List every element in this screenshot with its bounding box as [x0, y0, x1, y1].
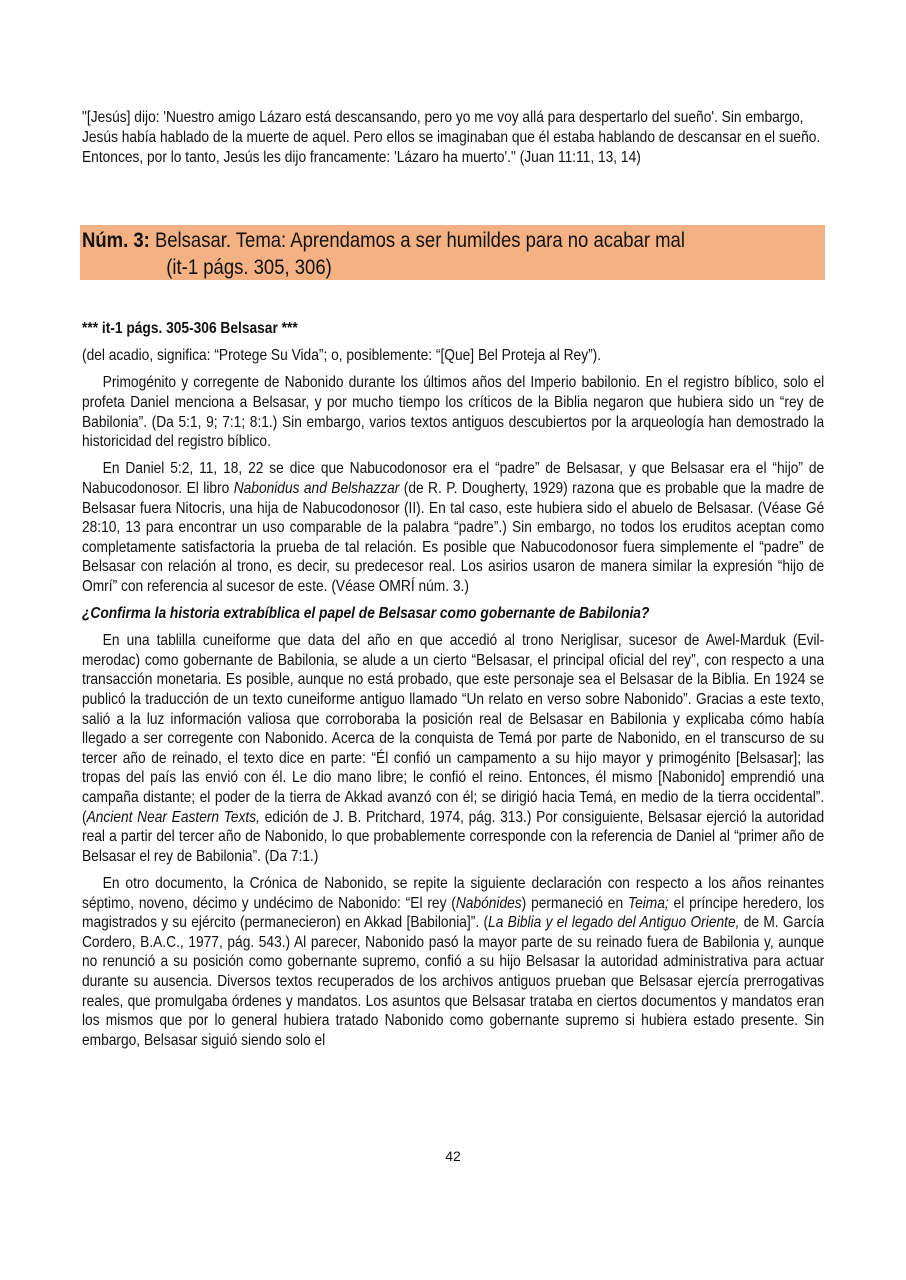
paragraph-text: el príncipe heredero, los magistrados y su ejército (permanecieron) en Akkad [Babilonia]”. (: [82, 894, 825, 932]
italic-citation: Teima;: [627, 894, 669, 912]
paragraph-group-2: [82, 631, 824, 1050]
italic-citation: Nabónides: [455, 894, 522, 912]
heading-line-1: [82, 227, 822, 254]
paragraph-text: Primogénito y corregente de Nabonido durante los últimos años del Imperio babilonio. En el registro bíblico, solo el profeta Daniel menciona a Belsasar, y por mucho tiempo los críticos de la Biblia negaron que hubiera sido un “rey de Babilonia”. (Da 5:1, 9; 7:1; 8:1.) Sin embargo, varios textos antiguos descubiertos por la arqueología han demostrado la historicidad del registro bíblico.: [82, 374, 825, 451]
heading-label: Núm. 3:: [82, 228, 150, 252]
paragraph-text: En otro documento, la Crónica de Nabonido, se repite la siguiente declaración con respecto a los años reinantes séptimo, noveno, décimo y undécimo de Nabonido: “El rey (: [82, 875, 825, 912]
paragraph: [82, 373, 824, 451]
page-number: 42: [445, 1148, 461, 1164]
paragraph-group-1: [82, 373, 824, 596]
etymology: (del acadio, significa: “Protege Su Vida”; o, posiblemente: “[Que] Bel Proteja al Rey”).: [82, 347, 602, 365]
paragraph-text: (de R. P. Dougherty, 1929) razona que es probable que la madre de Belsasar fuera Nitocris, una hija de Nabucodonosor (II). En tal caso, este hubiera sido el abuelo de Belsasar. (Véase Gé 28:10, 13 para encontrar un uso comparable de la palabra “padre”.) Sin embargo, no todos los eruditos aceptan como completamente satisfactoria la prueba de tal relación. Es posible que Nabucodonosor fuera simplemente el “padre” de Belsasar con relación al trono, es decir, su predecesor real. Los asirios usaron de manera similar la expresión “hijo de Omrí” con referencia al sucesor de este. (Véase OMRÍ núm. 3.): [82, 479, 825, 595]
paragraph-text: ) permaneció en: [521, 894, 628, 912]
paragraph-text: En Daniel 5:2, 11, 18, 22 se dice que Nabucodonosor era el “padre” de Belsasar, y que Belsasar era el “hijo” de Nabucodonosor. El libro: [82, 460, 825, 497]
heading-title: Belsasar. Tema: Aprendamos a ser humildes para no acabar mal: [149, 228, 685, 252]
scripture-quote: "[Jesús] dijo: 'Nuestro amigo Lázaro está descansando, pero yo me voy allá para despertarlo del sueño'. Sin embargo, Jesús había hablado de la muerte de aquel. Pero ellos se imaginaban que él estaba hablando de descansar en el sueño. Entonces, por lo tanto, Jesús les dijo francamente: 'Lázaro ha muerto'." (Juan 11:11, 13, 14): [82, 109, 821, 166]
paragraph: [82, 459, 824, 596]
italic-citation: Ancient Near Eastern Texts,: [86, 808, 260, 826]
italic-citation: Nabonidus and Belshazzar: [233, 479, 400, 497]
paragraph-text: de M. García Cordero, B.A.C., 1977, pág. 543.) Al parecer, Nabonido pasó la mayor parte de su reinado fuera de Babilonia y, aunque no renunció a su posición como gobernante supremo, confió a su hijo Belsasar la autoridad administrativa para actuar durante su ausencia. Diversos textos recuperados de los archivos antiguos prueban que Belsasar ejercía prerrogativas reales, que promulgaba órdenes y mandatos. Los asuntos que Belsasar trataba en ciertos documentos y mandatos eran los mismos que por lo general hubiera tratado Nabonido como gobernante supremo si hubiera estado presente. Sin embargo, Belsasar siguió siendo solo el: [82, 914, 825, 1049]
paragraph: [82, 631, 824, 866]
italic-citation: La Biblia y el legado del Antiguo Oriente,: [488, 914, 740, 932]
section-heading-box: [80, 225, 825, 280]
heading-reference: (it-1 págs. 305, 306): [166, 255, 332, 279]
subheading-question: ¿Confirma la historia extrabíblica el papel de Belsasar como gobernante de Babilonia?: [82, 605, 650, 623]
paragraph: [82, 874, 824, 1050]
article-source-title: *** it-1 págs. 305-306 Belsasar ***: [82, 320, 298, 337]
paragraph-text: edición de J. B. Pritchard, 1974, pág. 313.) Por consiguiente, Belsasar ejerció la autoridad real a partir del tercer año de Nabonido, lo que probablemente corresponde con la referencia de Daniel al “primer año de Belsasar el rey de Babilonia”. (Da 7:1.): [82, 808, 825, 865]
article-body: [82, 319, 824, 1058]
paragraph-text: En una tablilla cuneiforme que data del año en que accedió al trono Neriglisar, sucesor de Awel-Marduk (Evil-merodac) como gobernante de Babilonia, se alude a un cierto “Belsasar, el principal oficial del rey”, con respecto a una transacción monetaria. Es posible, aunque no está probado, que este personaje sea el Belsasar de la Biblia. En 1924 se publicó la traducción de un texto cuneiforme antiguo llamado “Un relato en verso sobre Nabonido”. Gracias a este texto, salió a la luz información valiosa que corroboraba la posición real de Belsasar en Babilonia y explicaba cómo había llegado a ser corregente con Nabonido. Acerca de la conquista de Temá por parte de Nabonido, en el transcurso de su tercer año de reinado, el texto dice en parte: “Él confió un campamento a su hijo mayor y primogénito [Belsasar]; las tropas del país las envió con él. Le dio mano libre; le confió el reino. Entonces, él mismo [Nabonido] emprendió una campaña distante; el poder de la tierra de Akkad avanzó con él; se dirigió hacia Temá, en medio de la tierra occidental”. (: [82, 632, 825, 826]
